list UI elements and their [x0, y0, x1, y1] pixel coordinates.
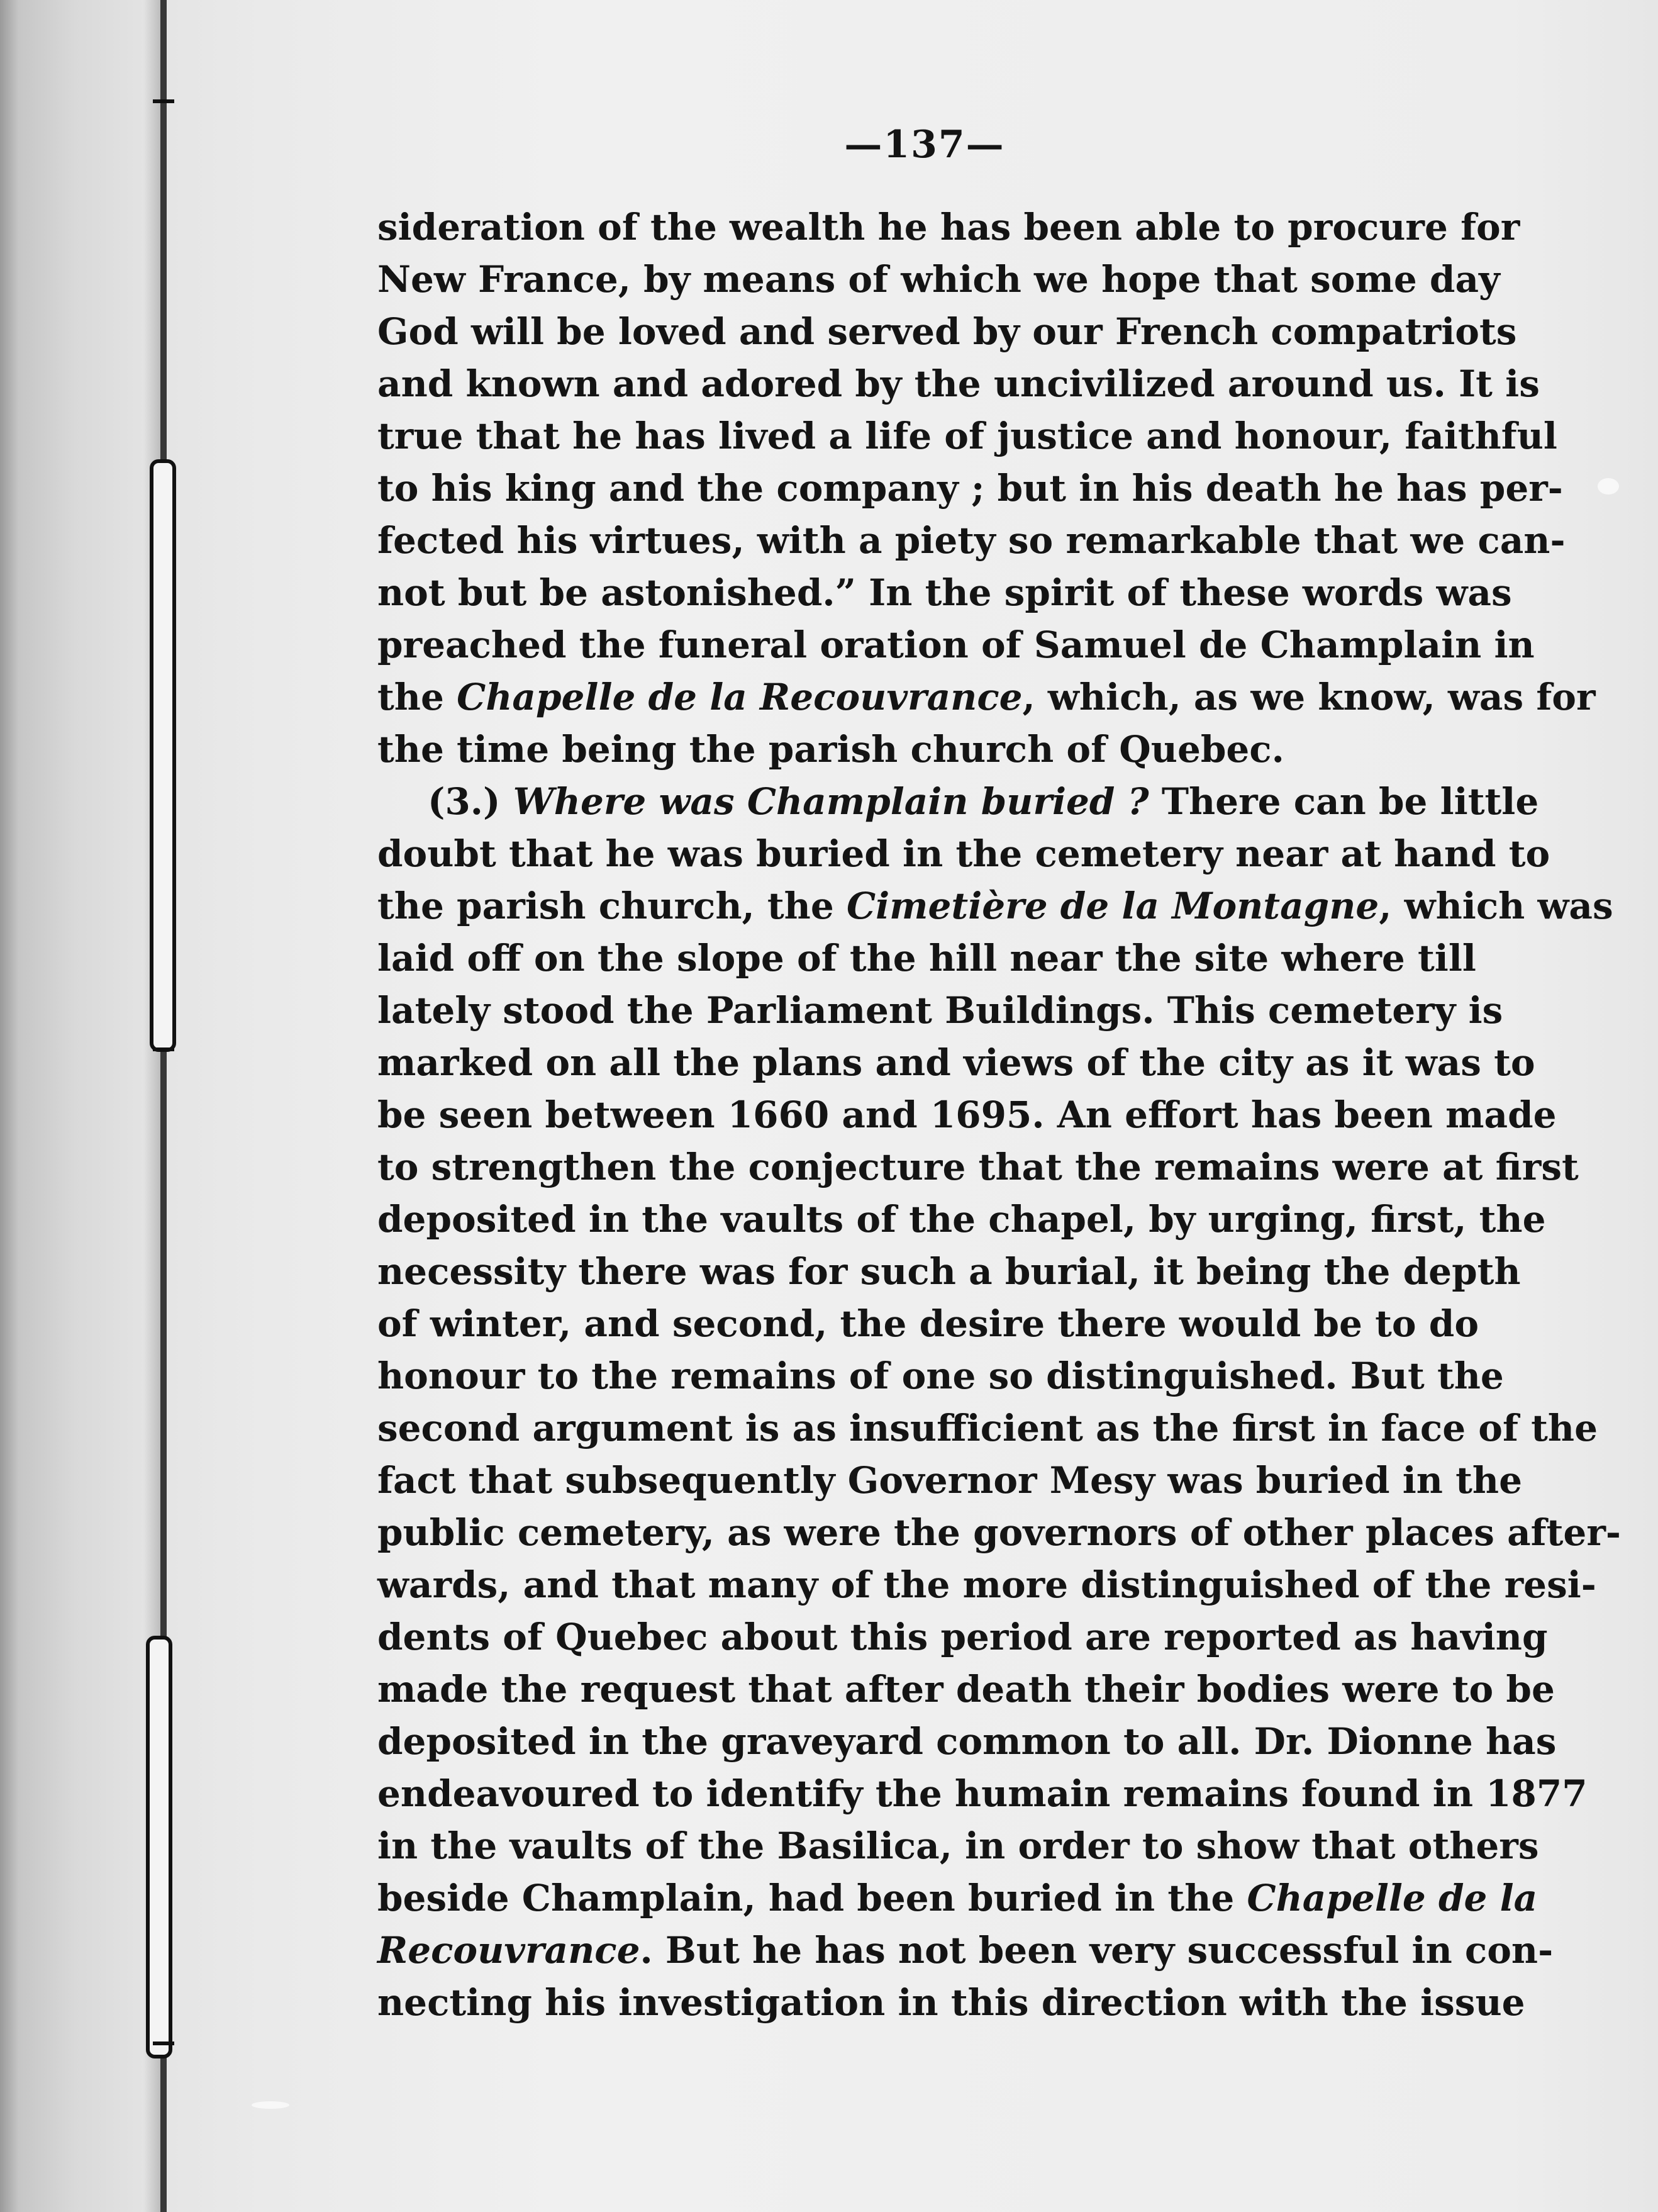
text-run: beside Champlain, had been buried in the: [377, 1877, 1247, 1919]
text-run: , which, as we know, was for: [1022, 676, 1596, 718]
text-run: and known and adored by the uncivilized around us. It is: [377, 362, 1540, 405]
text-run: . But he has not been very successful in con-: [640, 1929, 1554, 1972]
italic-phrase: Recouvrance: [377, 1929, 640, 1972]
text-run: public cemetery, as were the governors of other places after-: [377, 1511, 1621, 1554]
text-line: [377, 1350, 1504, 1402]
binding-mark: [153, 2042, 174, 2045]
text-line: [377, 1298, 1479, 1350]
italic-phrase: Where was Champlain buried ?: [513, 780, 1149, 823]
text-run: honour to the remains of one so distinguished. But the: [377, 1355, 1504, 1397]
text-run: in the vaults of the Basilica, in order to show that others: [377, 1824, 1539, 1867]
text-line: [377, 1089, 1557, 1141]
text-run: second argument is as insufficient as the first in face of the: [377, 1407, 1598, 1450]
text-run: deposited in the vaults of the chapel, by urging, first, the: [377, 1198, 1546, 1241]
text-run: made the request that after death their bodies were to be: [377, 1668, 1555, 1711]
text-line: [377, 462, 1563, 515]
text-line: [377, 1872, 1538, 1924]
paper-blemish: [1598, 478, 1619, 494]
text-run: lately stood the Parliament Buildings. This cemetery is: [377, 989, 1503, 1032]
text-line: [377, 1455, 1523, 1507]
text-line: [377, 671, 1596, 723]
text-line: [377, 1924, 1554, 1977]
text-line: [377, 1246, 1521, 1298]
text-line: [377, 1507, 1621, 1559]
text-run: (3.): [428, 780, 513, 823]
text-run: true that he has lived a life of justice and honour, faithful: [377, 415, 1557, 457]
text-line: [377, 306, 1517, 358]
text-run: necessity there was for such a burial, it being the depth: [377, 1250, 1521, 1293]
text-run: sideration of the wealth he has been able to procure for: [377, 206, 1520, 249]
italic-phrase: Cimetière de la Montagne: [846, 885, 1379, 927]
text-line: [377, 1141, 1579, 1193]
page-number: —137—: [844, 123, 1005, 167]
text-line: [377, 1716, 1557, 1768]
text-line: [377, 880, 1613, 932]
text-run: wards, and that many of the more distinguished of the resi-: [377, 1563, 1596, 1606]
text-line: [377, 358, 1540, 410]
text-run: preached the funeral oration of Samuel de Champlain in: [377, 623, 1535, 666]
text-line: [377, 410, 1557, 462]
text-run: doubt that he was buried in the cemetery near at hand to: [377, 832, 1550, 875]
text-line: [377, 254, 1500, 306]
text-line: [377, 1611, 1548, 1663]
text-run: deposited in the graveyard common to all. Dr. Dionne has: [377, 1720, 1557, 1763]
italic-phrase: Chapelle de la: [1247, 1877, 1538, 1919]
italic-phrase: Chapelle de la Recouvrance: [457, 676, 1023, 718]
binding-stitch-upper: [150, 459, 176, 1052]
text-run: There can be little: [1149, 780, 1539, 823]
text-line: [377, 567, 1512, 619]
binding-mark: [153, 1047, 174, 1051]
text-line: [377, 619, 1535, 671]
text-line: [377, 932, 1476, 985]
text-run: marked on all the plans and views of the city as it was to: [377, 1041, 1535, 1084]
text-run: fact that subsequently Governor Mesy was buried in the: [377, 1459, 1523, 1502]
text-line: [377, 723, 1466, 776]
text-run: endeavoured to identify the humain remains found in 1877: [377, 1772, 1588, 1815]
paper-blemish: [252, 2101, 289, 2109]
text-line: [377, 1037, 1535, 1089]
text-line: [377, 1402, 1598, 1455]
text-line: [377, 1768, 1588, 1820]
binding-mark: [153, 99, 174, 103]
text-run: the: [377, 676, 457, 718]
text-run: fected his virtues, with a piety so remarkable that we can-: [377, 519, 1566, 562]
text-line: [377, 1559, 1596, 1611]
text-line: [377, 985, 1503, 1037]
text-line: [377, 828, 1550, 880]
text-line: [377, 776, 1539, 828]
text-run: to strengthen the conjecture that the remains were at first: [377, 1146, 1579, 1188]
text-run: laid off on the slope of the hill near the site where till: [377, 937, 1476, 980]
text-line: [377, 1193, 1546, 1246]
text-line: [377, 1977, 1525, 2029]
text-run: dents of Quebec about this period are reported as having: [377, 1616, 1548, 1658]
text-line: [377, 1820, 1539, 1872]
text-line: [377, 1663, 1555, 1716]
text-run: the time being the parish church of Quebec.: [377, 728, 1284, 771]
text-run: be seen between 1660 and 1695. An effort has been made: [377, 1093, 1557, 1136]
text-run: of winter, and second, the desire there would be to do: [377, 1302, 1479, 1345]
text-run: God will be loved and served by our French compatriots: [377, 310, 1517, 353]
text-line: [377, 515, 1566, 567]
binding-stitch-lower: [146, 1636, 172, 2058]
text-run: not but be astonished.” In the spirit of these words was: [377, 571, 1512, 614]
text-line: [377, 201, 1520, 254]
text-run: New France, by means of which we hope that some day: [377, 258, 1500, 301]
text-run: to his king and the company ; but in his death he has per-: [377, 467, 1563, 510]
text-run: the parish church, the: [377, 885, 847, 927]
text-run: , which was: [1379, 885, 1613, 927]
body-text: [377, 201, 1621, 2029]
text-run: necting his investigation in this direction with the issue: [377, 1981, 1525, 2024]
